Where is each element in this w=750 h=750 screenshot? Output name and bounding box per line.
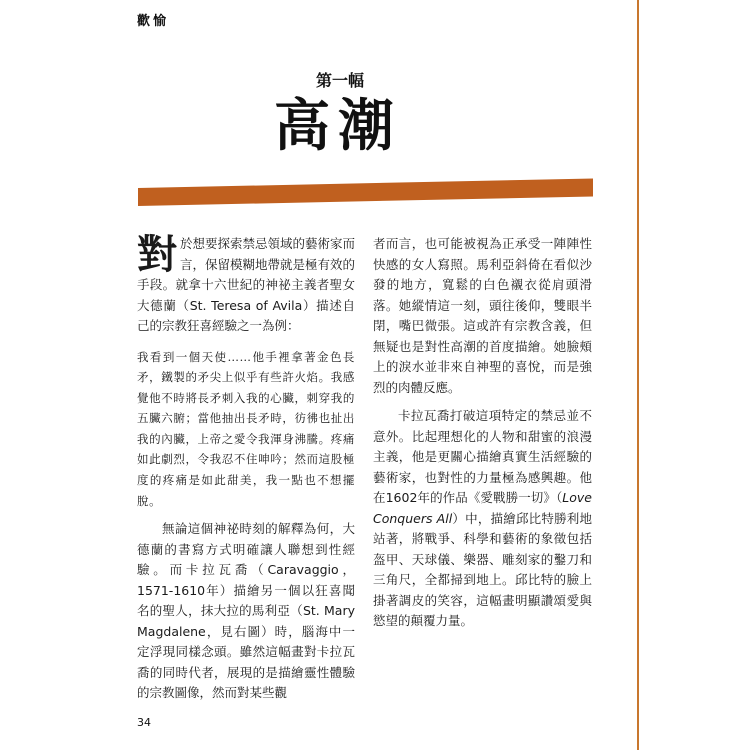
body-paragraph-continued: 者而言，也可能被視為正承受一陣陣性快感的女人寫照。馬利亞斜倚在看似沙發的地方，寬鬆的白色襯衣從肩頭滑落。她縱情這一刻，頭往後仰，雙眼半閉，嘴巴微張。這或許有宗教含義，但無疑也是對性高潮的首度描繪。她臉頰上的淚水並非來自神聖的喜悅，而是強烈的肉體反應。: [373, 236, 592, 395]
intro-paragraph: [137, 231, 356, 337]
chapter-title: 高潮: [274, 93, 402, 159]
left-column: [137, 231, 356, 704]
paragraph-text-b: ）中，描繪邱比特勝利地站著，將戰爭、科學和藝術的象徵包括盔甲、天球儀、樂器、雕刻家的鑿刀和三角尺，全都掃到地上。邱比特的臉上掛著調皮的笑容，這幅畫明顯讚頌愛與慾望的顛覆力量。: [373, 510, 592, 628]
chapter-label: 第一幅: [315, 71, 364, 90]
paragraph-text-a: 卡拉瓦喬打破這項特定的禁忌並不意外。比起理想化的人物和甜蜜的浪漫主義，他是更關心描繪真實生活經驗的藝術家，也對性的力量極為感興趣。他在1602年的作品《愛戰勝一切》（: [373, 408, 592, 505]
artwork-title: Love Conquers All: [373, 490, 592, 526]
page-number: 34: [137, 716, 151, 729]
block-quote: 我看到一個天使……他手裡拿著金色長矛，鐵製的矛尖上似乎有些許火焰。我感覺他不時將長矛刺入我的心臟，刺穿我的五臟六腑；當他抽出長矛時，彷彿也扯出我的內臟，上帝之愛令我渾身沸騰。疼痛如此劇烈，令我忍不住呻吟；然而這股極度的疼痛是如此甜美，我一點也不想擺脫。: [137, 349, 355, 508]
body-paragraph-2: [373, 406, 592, 632]
body-paragraph: 無論這個神祕時刻的解釋為何，大德蘭的書寫方式明確讓人聯想到性經驗。而卡拉瓦喬（Caravaggio，1571-1610年）描繪另一個以狂喜聞名的聖人，抹大拉的馬利亞（St. Mary Magdalene，見右圖）時，腦海中一定浮現同樣念頭。雖然這幅畫對卡拉瓦喬的同時代者，展現的是描繪靈性體驗的宗教圖像，然而對某些觀: [137, 521, 355, 701]
right-column: [373, 234, 592, 632]
drop-cap: 對: [137, 231, 177, 278]
accent-band: [138, 178, 593, 206]
intro-text: 於想要探索禁忌領域的藝術家而言，保留模糊地帶就是極有效的手段。就拿十六世紀的神祕主義者聖女大德蘭（St. Teresa of Avila）描述自己的宗教狂喜經驗之一為例：: [137, 236, 356, 333]
running-head: 歡愉: [137, 14, 170, 29]
